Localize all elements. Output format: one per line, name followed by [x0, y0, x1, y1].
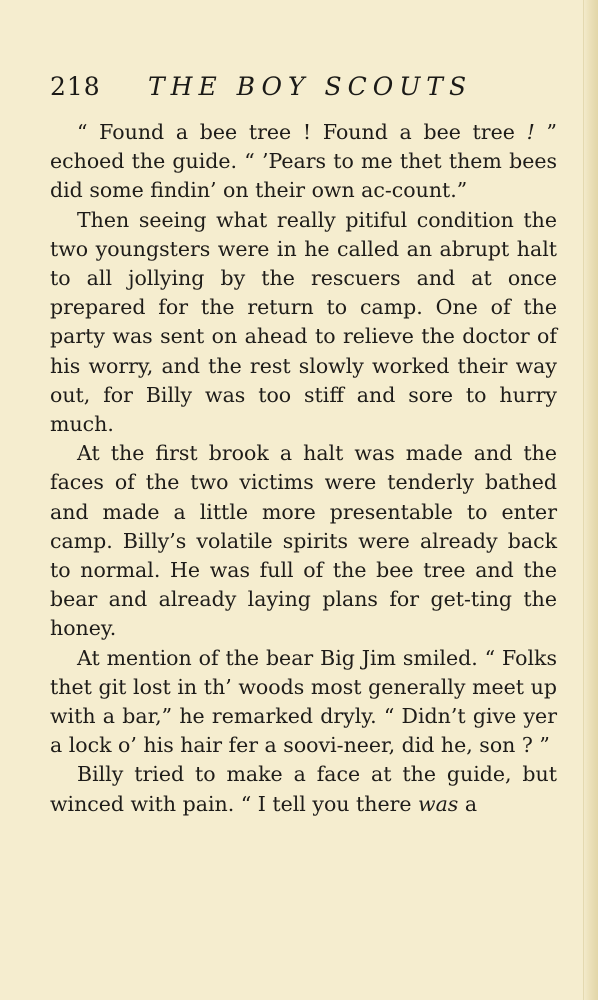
page-header — [50, 72, 560, 108]
running-title: THE BOY SCOUTS — [148, 72, 473, 101]
paragraph: Billy tried to make a face at the guide, but winced with pain. “ I tell you there was a — [50, 762, 557, 816]
body-text — [50, 118, 557, 819]
paragraph: At the first brook a halt was made and the faces of the two victims were tenderly bathed and made a little more presentable to enter camp. Billy’s volatile spirits were already back to normal. He was full of the bee tree and the bear and already laying plans for get-ting the honey. — [50, 441, 557, 641]
paragraph: Then seeing what really pitiful condition the two youngsters were in he called an abrupt halt to all jollying by the rescuers and at once prepared for the return to camp. One of the party was sent on ahead to relieve the doctor of his worry, and the rest slowly worked their way out, for Billy was too stiff and sore to hurry much. — [50, 207, 557, 437]
paragraph: At mention of the bear Big Jim smiled. “ Folks thet git lost in th’ woods most generally meet up with a bar,” he remarked dryly. “ Didn’t give yer a lock o’ his hair fer a soovi-neer, did he, son ? ” — [50, 645, 557, 758]
paragraph: “ Found a bee tree ! Found a bee tree ! ” echoed the guide. “ ’Pears to me thet them bees did some findin’ on their own ac-count.” — [50, 120, 557, 203]
page-number: 218 — [50, 72, 101, 101]
page-edge — [583, 0, 598, 1000]
